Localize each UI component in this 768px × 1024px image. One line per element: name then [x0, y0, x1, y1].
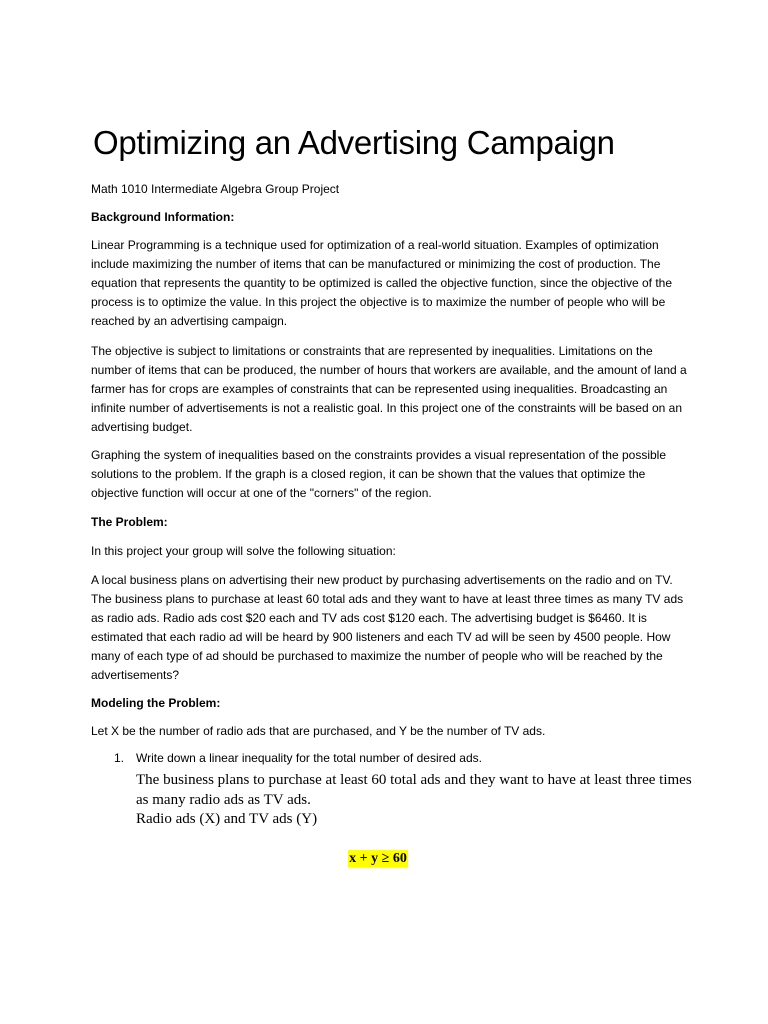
highlighted-inequality: x + y ≥ 60 — [349, 851, 407, 866]
answer-text: The business plans to purchase at least 60 total ads and they want to have at least three times as many radio ads as TV ads. — [136, 772, 692, 808]
background-paragraph-2: The objective is subject to limitations or constraints that are represented by inequalities. Limitations on the number of items that can be produced, the number of hours that workers are available, and the amount of land a farmer has for crops are examples of constraints that can be represented using inequalities. Broadcasting an infinite number of advertisements is not a realistic goal. In this project one of the constraints will be based on an advertising budget. — [91, 344, 687, 434]
page-title: Optimizing an Advertising Campaign — [93, 124, 615, 161]
background-heading: Background Information: — [91, 210, 235, 224]
problem-heading: The Problem: — [91, 515, 168, 529]
background-paragraph-1: Linear Programming is a technique used for optimization of a real-world situation. Examples of optimization include maximizing the number of items that can be manufactured or minimizing the cost of production. The equation that represents the quantity to be optimized is called the objective function, since the objective of the process is to optimize the value. In this project the objective is to maximize the number of people who will be reached by an advertising campaign. — [91, 238, 673, 328]
problem-intro: In this project your group will solve the following situation: — [91, 544, 396, 558]
list-item-number: 1. — [114, 751, 125, 765]
modeling-text: Let X be the number of radio ads that are purchased, and Y be the number of TV ads. — [91, 724, 546, 738]
background-paragraph-3: Graphing the system of inequalities based on the constraints provides a visual representation of the possible solutions to the problem. If the graph is a closed region, it can be shown that the values that optimize the objective function will occur at one of the "corners" of the region. — [91, 448, 667, 500]
problem-text: A local business plans on advertising their new product by purchasing advertisements on the radio and on TV. The business plans to purchase at least 60 total ads and they want to have at least three times as many TV ads as radio ads. Radio ads cost $20 each and TV ads cost $120 each. The advertising budget is $6460. It is estimated that each radio ad will be heard by 900 listeners and each TV ad will be seen by 4500 people. How many of each type of ad should be purchased to maximize the number of people who will be reached by the advertisements? — [91, 573, 684, 682]
inequality-row — [0, 849, 768, 867]
answer-variables: Radio ads (X) and TV ads (Y) — [136, 811, 318, 827]
modeling-heading: Modeling the Problem: — [91, 696, 221, 710]
course-line: Math 1010 Intermediate Algebra Group Project — [91, 182, 340, 196]
list-item-text: Write down a linear inequality for the total number of desired ads. — [136, 751, 482, 765]
